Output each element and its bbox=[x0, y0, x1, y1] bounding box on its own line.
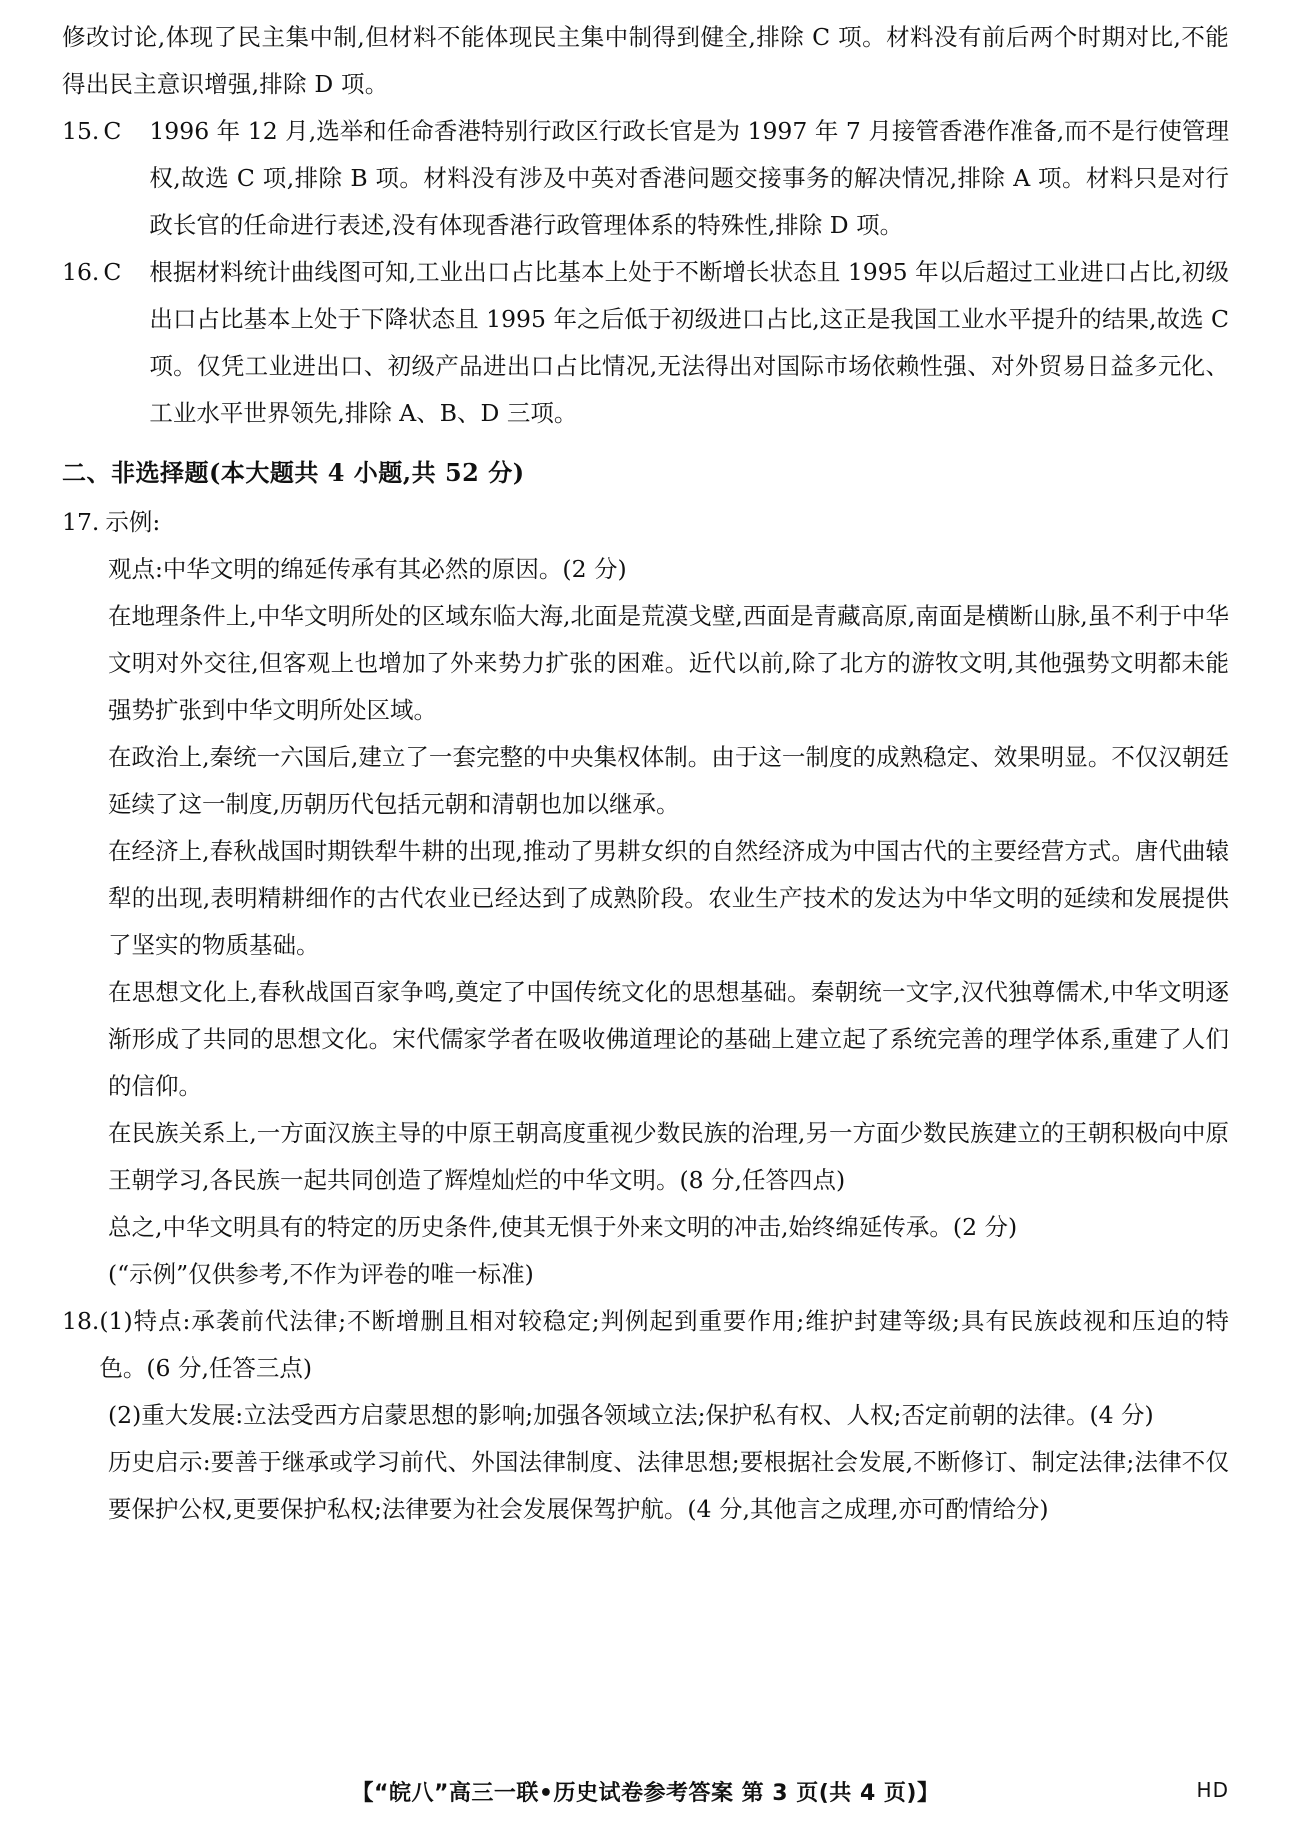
question-18-paragraph-1: (1)特点:承袭前代法律;不断增删且相对较稳定;判例起到重要作用;维护封建等级;具有民族歧视和压迫的特色。(6 分,任答三点) bbox=[99, 1307, 1229, 1382]
question-17-paragraph-8: (“示例”仅供参考,不作为评卷的唯一标准) bbox=[108, 1260, 534, 1288]
question-18-number: 18. bbox=[62, 1307, 100, 1335]
question-17-paragraph-6: 在民族关系上,一方面汉族主导的中原王朝高度重视少数民族的治理,另一方面少数民族建立的王朝积极向中原王朝学习,各民族一起共同创造了辉煌灿烂的中华文明。(8 分,任答四点) bbox=[108, 1119, 1229, 1194]
question-17-lead bbox=[62, 499, 1229, 546]
answer-option-16: C bbox=[103, 258, 122, 286]
question-17-paragraph-3: 在政治上,秦统一六国后,建立了一套完整的中央集权体制。由于这一制度的成熟稳定、效果明显。不仅汉朝廷延续了这一制度,历朝历代包括元朝和清朝也加以继承。 bbox=[108, 743, 1229, 818]
question-17-paragraph-2: 在地理条件上,中华文明所处的区域东临大海,北面是荒漠戈壁,西面是青藏高原,南面是横断山脉,虽不利于中华文明对外交往,但客观上也增加了外来势力扩张的困难。近代以前,除了北方的游牧文明,其他强势文明都未能强势扩张到中华文明所处区域。 bbox=[108, 602, 1229, 724]
answer-item-15 bbox=[62, 108, 1229, 249]
answer-text-16: 根据材料统计曲线图可知,工业出口占比基本上处于不断增长状态且 1995 年以后超过工业进口占比,初级出口占比基本上处于下降状态且 1995 年之后低于初级进口占比,这正是我国工业水平提升的结果,故选 C 项。仅凭工业进出口、初级产品进出口占比情况,无法得出对国际市场依赖性强、对外贸易日益多元化、工业水平世界领先,排除 A、B、D 三项。 bbox=[149, 258, 1237, 427]
question-17-number: 17. bbox=[62, 508, 100, 536]
answer-option-15: C bbox=[103, 117, 122, 145]
question-17-paragraph-7: 总之,中华文明具有的特定的历史条件,使其无惧于外来文明的冲击,始终绵延传承。(2 分) bbox=[108, 1213, 1018, 1241]
answer-number-15: 15. bbox=[62, 117, 100, 145]
question-18-paragraph-2: (2)重大发展:立法受西方启蒙思想的影响;加强各领域立法;保护私有权、人权;否定前朝的法律。(4 分) bbox=[108, 1401, 1154, 1429]
top-continuation-paragraph: 修改讨论,体现了民主集中制,但材料不能体现民主集中制得到健全,排除 C 项。材料没有前后两个时期对比,不能得出民主意识增强,排除 D 项。 bbox=[62, 23, 1229, 98]
footer-code: HD bbox=[1196, 1778, 1229, 1802]
question-17-lead-text: 示例: bbox=[105, 508, 161, 536]
question-18-item bbox=[62, 1298, 1229, 1392]
question-17-paragraph-5: 在思想文化上,春秋战国百家争鸣,奠定了中国传统文化的思想基础。秦朝统一文字,汉代独尊儒术,中华文明逐渐形成了共同的思想文化。宋代儒家学者在吸收佛道理论的基础上建立起了系统完善的理学体系,重建了人们的信仰。 bbox=[108, 978, 1229, 1100]
footer-title: 【“皖八”高三一联•历史试卷参考答案 第 3 页(共 4 页)】 bbox=[351, 1781, 940, 1806]
question-18-paragraph-3: 历史启示:要善于继承或学习前代、外国法律制度、法律思想;要根据社会发展,不断修订、制定法律;法律不仅要保护公权,更要保护私权;法律要为社会发展保驾护航。(4 分,其他言之成理,亦可酌情给分) bbox=[108, 1448, 1229, 1523]
page-footer bbox=[0, 1776, 1291, 1816]
answer-item-16 bbox=[62, 249, 1237, 437]
answer-number-16: 16. bbox=[62, 258, 100, 286]
question-17-paragraph-1: 观点:中华文明的绵延传承有其必然的原因。(2 分) bbox=[108, 555, 627, 583]
question-17-paragraph-4: 在经济上,春秋战国时期铁犁牛耕的出现,推动了男耕女织的自然经济成为中国古代的主要经营方式。唐代曲辕犁的出现,表明精耕细作的古代农业已经达到了成熟阶段。农业生产技术的发达为中华文明的延续和发展提供了坚实的物质基础。 bbox=[108, 837, 1229, 959]
answer-text-15: 1996 年 12 月,选举和任命香港特别行政区行政长官是为 1997 年 7 月接管香港作准备,而不是行使管理权,故选 C 项,排除 B 项。材料没有涉及中英对香港问题交接事务的解决情况,排除 A 项。材料只是对行政长官的任命进行表述,没有体现香港行政管理体系的特殊性,排除 D 项。 bbox=[149, 117, 1229, 239]
section-two-heading: 二、非选择题(本大题共 4 小题,共 52 分) bbox=[62, 458, 525, 487]
